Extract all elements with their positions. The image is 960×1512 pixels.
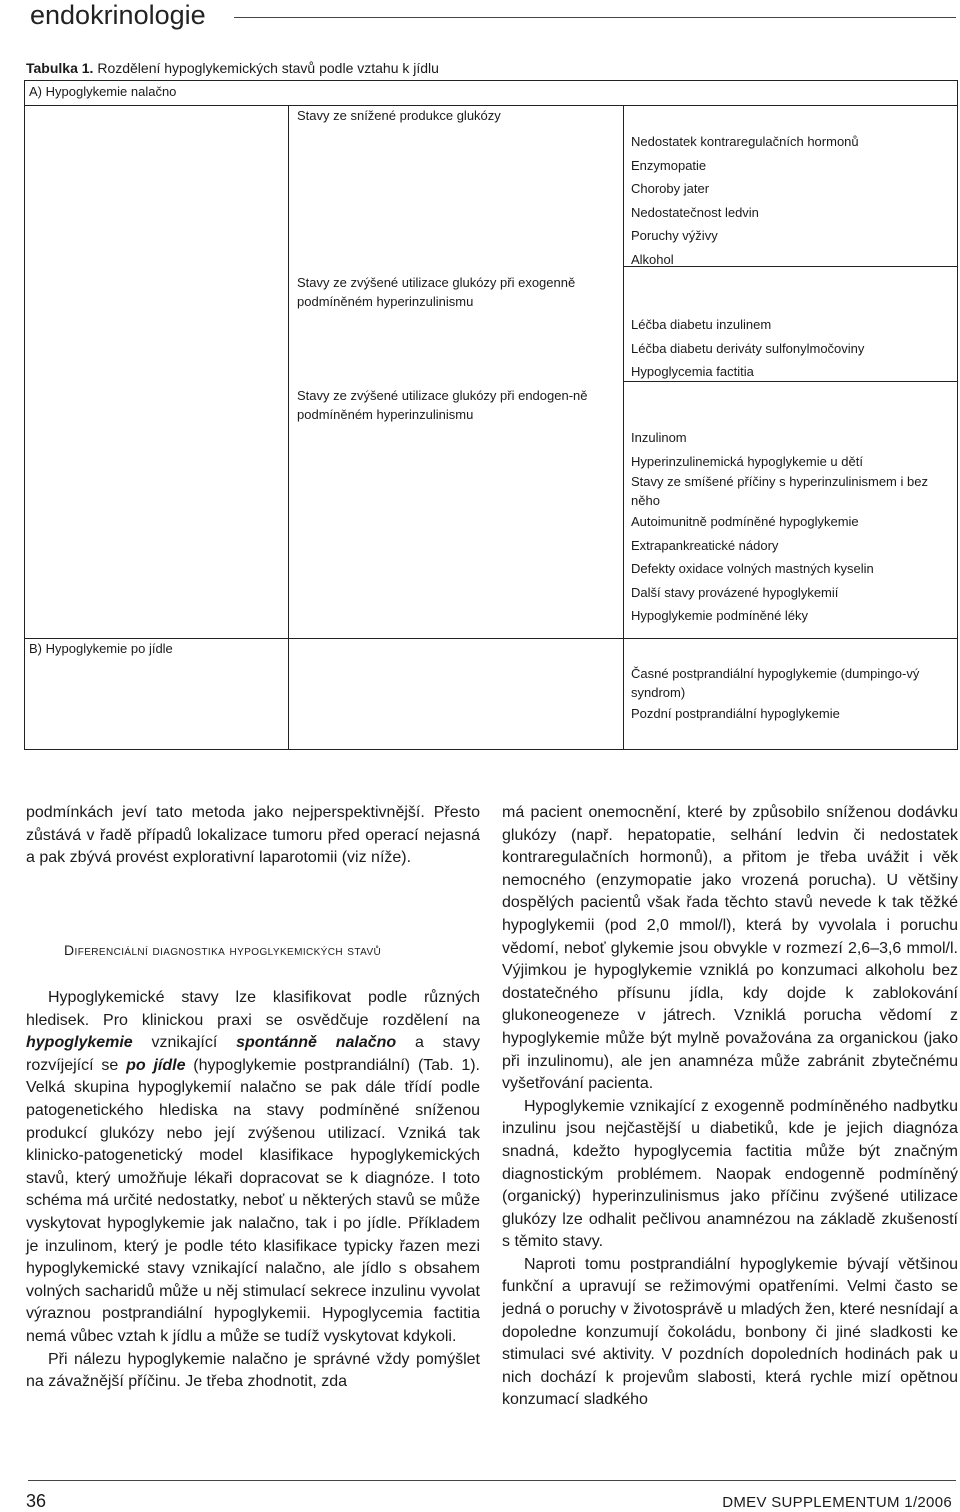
table-caption-text: Rozdělení hypoglykemických stavů podle vztahu k jídlu [97,60,439,76]
category-endogenous: Stavy ze zvýšené utilizace glukózy při endogen-ně podmíněném hyperinzulinismu [297,388,588,422]
list-item: Choroby jater [631,181,710,196]
paragraph: má pacient onemocnění, které by způsobilo sníženou dodávku glukózy (např. hepatopatie, selhání ledvin či nedostatek kontraregulačních hormonů), a přitom je třeba uvážit i věk nemocného (enzymopatie jako vrozená porucha). U většiny dospělých pacientů však řada těchto stavů nevede k tak těžké hypoglykemii (pod 2,0 mmol/l), která by vyvolala i poruchu vědomí, neboť glykemie jsou obvykle v rozmezí 2,6–3,6 mmol/l. Výjimkou je hypoglykemie vzniklá po konzumaci alkoholu bez dostatečného přísunu jídla, kdy dojde k zablokování glukoneogeneze v játrech. Vzniklá porucha vědomí z hypoglykemie může být mylně považována za organickou (jako při inzulinomu), ale jen anamnéza může zabránit zbytečnému vyšetřování pacienta. [502,804,958,1093]
list-item: Enzymopatie [631,157,707,173]
list-item: Defekty oxidace volných mastných kyselin [631,561,874,576]
table-caption-label: Tabulka 1. [26,60,94,76]
left-column-body [26,987,480,1394]
right-column-body [502,802,958,1412]
paragraph: Hypoglykemické stavy lze klasifikovat podle různých hledisek. Pro klinickou praxi se osvědčuje rozdělení na hypoglykemie vznikající spontánně nalačno a stavy rozvíjející se po jídle (hypoglykemie postprandiální) (Tab. 1). Velká skupina hypoglykemií nalačno se pak dále třídí podle patogenetického hlediska na stavy podmíněné sníženou produkcí glukózy nebo její zvýšenou utilizací. Vzniká tak klinicko-patogenetický model klasifikace hypoglykemických stavů, který umožňuje lékaři dopracovat se k diagnóze. I toto schéma má určité nedostatky, neboť u některých stavů se může vyskytovat hypoglykemie jak nalačno, tak i po jídle. Příkladem je inzulinom, který je podle této klasifikace typicky řazen mezi hypoglykemické stavy vznikající nalačno, ale jídlo s obsahem volných sacharidů může u něj stimulací sekrece inzulinu vyvolat výraznou postprandiální hypoglykemii. Hypoglycemia factitia nemá vůbec vztah k jídlu a může se tudíž vyskytovat kdykoli. [26,989,481,1345]
paragraph: podmínkách jeví tato metoda jako nejperspektivnější. Přesto zůstává v řadě případů lokalizace tumoru před operací nejasná a pak zbývá provést explorativní laparotomii (viz níže). [26,804,480,867]
list-item: Poruchy výživy [631,228,718,243]
group-b-label: B) Hypoglykemie po jídle [29,641,173,656]
header-rule [234,17,956,18]
table-divider [623,105,624,749]
classification-table [24,80,958,750]
list-item: Nedostatek kontraregulačních hormonů [631,134,859,149]
list-item: Hypoglycemia factitia [631,364,754,379]
category-low-production: Stavy ze snížené produkce glukózy [297,108,501,123]
section-heading: Diferenciální diagnostika hypoglykemických stavů [64,942,382,958]
left-column-intro [26,802,480,870]
paragraph: Při nálezu hypoglykemie nalačno je správné vždy pomýšlet na závažnější příčinu. Je třeba zhodnotit, zda [26,1350,480,1391]
list-item: Inzulinom [631,430,687,445]
list-item: Stavy ze smíšené příčiny s hyperinzulinismem i bez něho [631,474,928,508]
list-item: Hypoglykemie podmíněné léky [631,608,809,623]
table-divider [25,105,957,106]
list-item: Léčba diabetu inzulinem [631,317,772,332]
table-divider [288,105,289,749]
journal-name: DMEV SUPPLEMENTUM 1/2006 [722,1494,952,1511]
list-postprandial [631,665,955,726]
list-item: Časné postprandiální hypoglykemie (dumpingo-vý syndrom) [631,666,920,700]
list-exogenous [631,313,955,384]
paragraph: Hypoglykemie vznikající z exogenně podmíněného nadbytku inzulinu jsou nejčastější u diabetiků, kde je jejich diagnóza snadná, kdežto hypoglycemia factitia může být značným diagnostickým problémem. Naopak endogenně podmíněný (organický) hyperinzulinismus jako příčinu zvýšené utilizace glukózy lze odhalit pečlivou anamnézou na základě zkušeností s těmito stavy. [502,1097,958,1251]
list-item: Pozdní postprandiální hypoglykemie [631,706,840,721]
list-low-production [631,130,955,271]
list-item: Léčba diabetu deriváty sulfonylmočoviny [631,340,865,356]
group-a-label: A) Hypoglykemie nalačno [29,84,177,99]
list-item: Další stavy provázené hypoglykemií [631,584,839,600]
category-exogenous: Stavy ze zvýšené utilizace glukózy při exogenně podmíněném hyperinzulinismu [297,275,576,309]
list-endogenous [631,426,955,628]
footer-rule [28,1480,956,1481]
table-divider [25,638,957,639]
table-caption [26,60,439,76]
list-item: Extrapankreatické nádory [631,537,779,553]
list-item: Autoimunitně podmíněné hypoglykemie [631,514,859,529]
paragraph: Naproti tomu postprandiální hypoglykemie bývají většinou funkční a upravují se režimovými opatřeními. Velmi často se jedná o poruchy v životosprávě u mladých žen, které nesnídají a dopoledne konzumují čokoládu, bonbony či jiné sladkosti ke stimulaci své aktivity. V pozdních dopoledních hodinách pak u nich dochází k projevům slabosti, která rychle mizí opětnou konzumací sladkého [502,1255,958,1409]
list-item: Hyperinzulinemická hypoglykemie u dětí [631,453,863,469]
list-item: Alkohol [631,251,674,267]
section-title: endokrinologie [30,0,206,30]
page-number: 36 [26,1491,47,1511]
list-item: Nedostatečnost ledvin [631,204,759,220]
